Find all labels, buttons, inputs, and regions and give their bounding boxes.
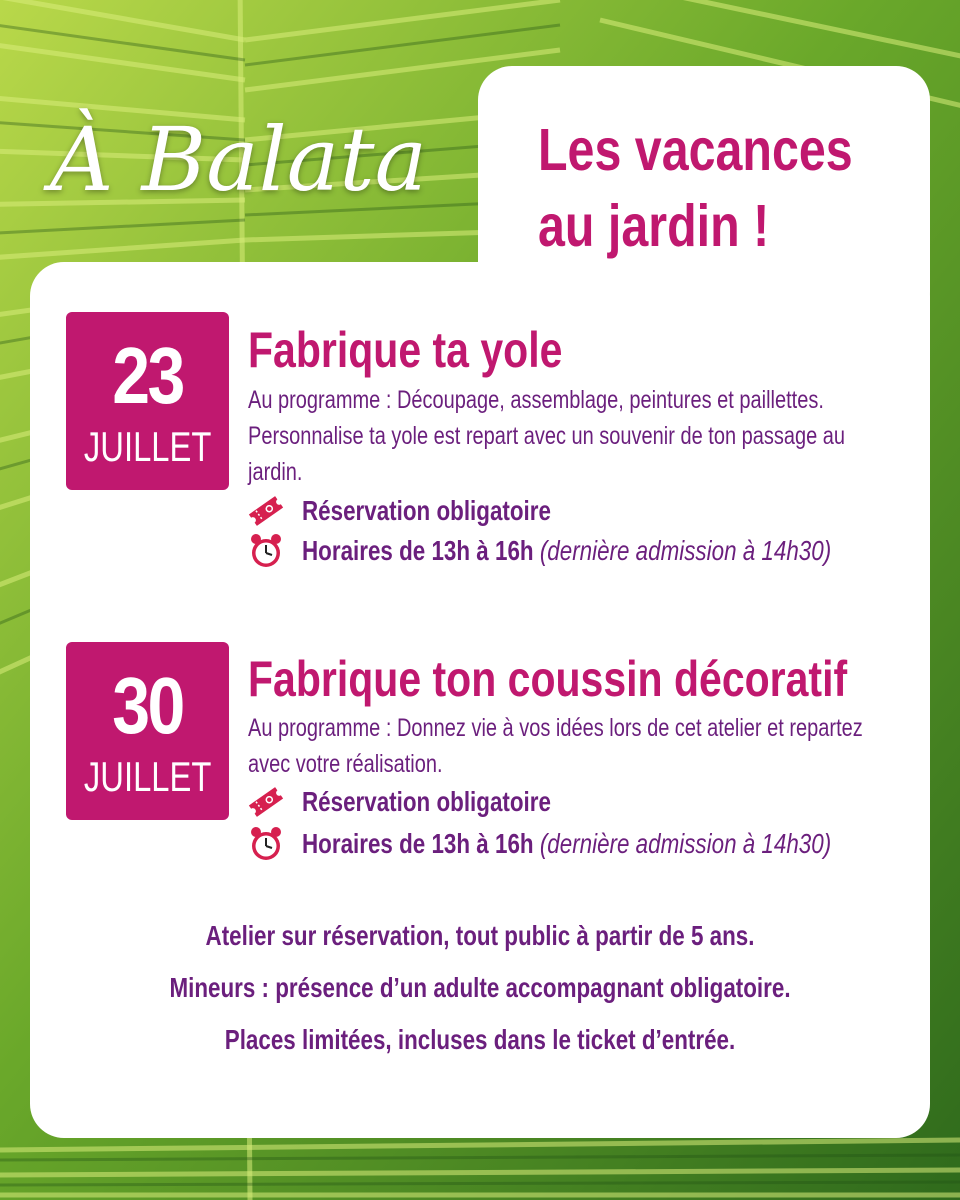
brand-title: À Balata	[50, 108, 428, 211]
event-description	[248, 710, 904, 782]
event-title: Fabrique ta yole	[248, 322, 563, 378]
headline	[538, 112, 853, 264]
description-line: Au programme : Donnez vie à vos idées lors de cet atelier et repartez	[248, 714, 863, 742]
date-badge-event-1	[66, 312, 229, 490]
date-month: JUILLET	[83, 753, 212, 800]
event-description	[248, 382, 904, 490]
headline-line-1: Les vacances	[538, 117, 853, 183]
description-line: jardin.	[248, 458, 303, 486]
reservation-text: Réservation obligatoire	[302, 786, 551, 817]
footer-note: Atelier sur réservation, tout public à partir de 5 ans.	[205, 920, 755, 951]
date-badge-event-2	[66, 642, 229, 820]
hours-text: Horaires de 13h à 16h (dernière admission à 14h30)	[302, 535, 832, 566]
headline-line-2: au jardin !	[538, 193, 770, 259]
date-day: 23	[112, 331, 183, 420]
description-line: Personnalise ta yole est repart avec un souvenir de ton passage au	[248, 422, 846, 450]
reservation-text: Réservation obligatoire	[302, 495, 551, 526]
alarm-clock-icon	[246, 826, 286, 862]
hours-text: Horaires de 13h à 16h (dernière admission à 14h30)	[302, 828, 832, 859]
footer-note: Mineurs : présence d’un adulte accompagnant obligatoire.	[169, 972, 791, 1003]
event-title: Fabrique ton coussin décoratif	[248, 651, 848, 707]
alarm-clock-icon	[246, 533, 286, 569]
footer-note: Places limitées, incluses dans le ticket d’entrée.	[224, 1024, 736, 1055]
description-line: avec votre réalisation.	[248, 750, 443, 778]
date-month: JUILLET	[83, 423, 212, 470]
description-line: Au programme : Découpage, assemblage, peintures et paillettes.	[248, 386, 824, 414]
ticket-icon	[246, 784, 286, 820]
ticket-icon	[246, 493, 286, 529]
date-day: 30	[112, 661, 183, 750]
